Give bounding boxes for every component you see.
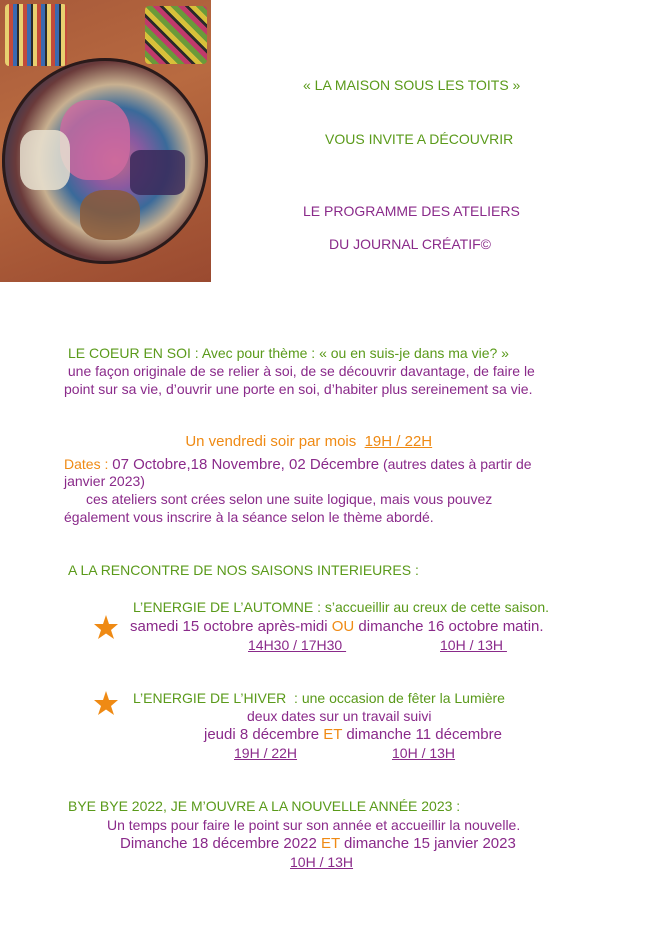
pastel-tray-right — [145, 6, 207, 64]
coeur-when-line — [177, 416, 432, 450]
automne-hours-1: 14H30 / 17H30 — [248, 637, 347, 653]
hiver-sub: deux dates sur un travail suivi — [247, 708, 432, 724]
automne-or: OU — [331, 618, 355, 635]
collage-photo — [0, 0, 211, 282]
coeur-title: LE COEUR EN SOI : Avec pour thème : « ou en suis-je dans ma vie? » — [68, 345, 509, 361]
hiver-hours-2: 10H / 13H — [392, 745, 456, 761]
dates-label: Dates : — [64, 456, 113, 472]
coeur-desc-2: point sur sa vie, d’ouvrir une porte en soi, d’habiter plus sereinement sa vie. — [64, 381, 533, 397]
coeur-logic-1: ces ateliers sont crées selon une suite logique, mais vous pouvez — [86, 491, 493, 507]
automne-day-1: samedi 15 octobre après-midi — [130, 618, 332, 635]
coeur-desc-1: une façon originale de se relier à soi, de se découvrir davantage, de faire le — [64, 363, 535, 379]
header-line-1: « LA MAISON SOUS LES TOITS » — [303, 77, 521, 93]
byebye-day-1: Dimanche 18 décembre 2022 — [120, 835, 321, 852]
byebye-desc: Un temps pour faire le point sur son année et accueillir la nouvelle. — [107, 817, 521, 833]
automne-day-2: dimanche 16 octobre matin. — [354, 618, 544, 635]
byebye-days — [120, 835, 516, 852]
byebye-day-2: dimanche 15 janvier 2023 — [339, 835, 516, 852]
hiver-et: ET — [323, 726, 343, 743]
automne-title: L’ENERGIE DE L’AUTOMNE : s’accueillir au creux de cette saison. — [133, 599, 550, 615]
coeur-hours: 19H / 22H — [364, 433, 433, 450]
hiver-day-1: jeudi 8 décembre — [204, 726, 324, 743]
hiver-title: L’ENERGIE DE L’HIVER : une occasion de fêter la Lumière — [133, 690, 505, 706]
byebye-hours: 10H / 13H — [290, 854, 354, 870]
saisons-title: A LA RENCONTRE DE NOS SAISONS INTERIEURES : — [68, 562, 419, 578]
byebye-title: BYE BYE 2022, JE M’OUVRE A LA NOUVELLE ANNÉE 2023 : — [68, 798, 461, 814]
coeur-dates-line — [64, 456, 532, 473]
header-line-4: DU JOURNAL CRÉATIF© — [329, 236, 491, 252]
dates-note: (autres dates à partir de — [379, 456, 532, 472]
hiver-days — [204, 726, 502, 743]
header-line-2: VOUS INVITE A DÉCOUVRIR — [325, 131, 514, 147]
coeur-logic-2: également vous inscrire à la séance selon le thème abordé. — [64, 509, 434, 525]
star-icon — [93, 614, 119, 640]
dates-values: 07 Octobre,18 Novembre, 02 Décembre — [112, 456, 380, 473]
coeur-when: Un vendredi soir par mois — [185, 433, 361, 450]
hiver-day-2: dimanche 11 décembre — [342, 726, 502, 743]
dates-note-2: janvier 2023) — [64, 473, 145, 489]
byebye-et: ET — [320, 835, 340, 852]
header-line-3: LE PROGRAMME DES ATELIERS — [303, 203, 520, 219]
pastel-tray-left — [5, 4, 67, 66]
hiver-hours-1: 19H / 22H — [234, 745, 298, 761]
automne-hours-2: 10H / 13H — [440, 637, 507, 653]
automne-days — [130, 618, 544, 635]
star-icon — [93, 690, 119, 716]
